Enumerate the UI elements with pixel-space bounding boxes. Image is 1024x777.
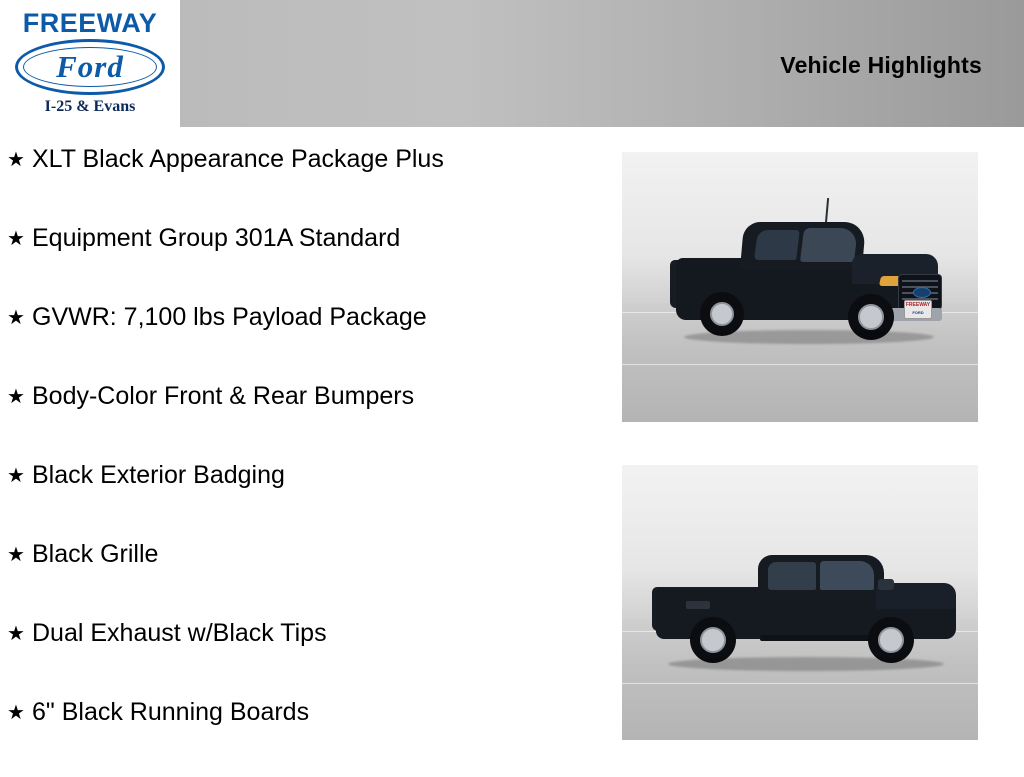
list-item-label: Equipment Group 301A Standard	[32, 224, 401, 252]
list-item	[0, 303, 600, 382]
list-item-label: GVWR: 7,100 lbs Payload Package	[32, 303, 427, 331]
list-item	[0, 224, 600, 303]
list-item-label: XLT Black Appearance Package Plus	[32, 145, 444, 173]
logo-ford-script: Ford	[56, 49, 124, 84]
truck-front-three-quarter-photo	[622, 152, 978, 422]
star-icon: ★	[7, 623, 25, 645]
list-item	[0, 698, 600, 777]
page-title: Vehicle Highlights	[780, 52, 982, 78]
star-icon: ★	[7, 228, 25, 250]
list-item-label: 6" Black Running Boards	[32, 698, 310, 726]
truck-illustration	[670, 214, 942, 359]
list-item	[0, 461, 600, 540]
star-icon: ★	[7, 386, 25, 408]
truck-illustration	[652, 553, 962, 685]
star-icon: ★	[7, 544, 25, 566]
list-item	[0, 145, 600, 224]
ford-oval-icon	[15, 39, 165, 95]
star-icon: ★	[7, 702, 25, 724]
list-item	[0, 382, 600, 461]
star-icon: ★	[7, 307, 25, 329]
page-header	[0, 0, 1024, 127]
logo-location-text: I-25 & Evans	[44, 98, 136, 115]
logo-brand-top: FREEWAY	[22, 8, 158, 38]
list-item	[0, 619, 600, 698]
list-item-label: Black Exterior Badging	[32, 461, 285, 489]
list-item-label: Black Grille	[32, 540, 159, 568]
list-item-label: Body-Color Front & Rear Bumpers	[32, 382, 415, 410]
truck-side-profile-photo	[622, 465, 978, 740]
star-icon: ★	[7, 465, 25, 487]
dealer-plate: FREEWAY FORD	[904, 300, 932, 319]
dealer-logo	[0, 0, 180, 127]
list-item	[0, 540, 600, 619]
highlights-list	[0, 145, 600, 777]
star-icon: ★	[7, 149, 25, 171]
list-item-label: Dual Exhaust w/Black Tips	[32, 619, 327, 647]
